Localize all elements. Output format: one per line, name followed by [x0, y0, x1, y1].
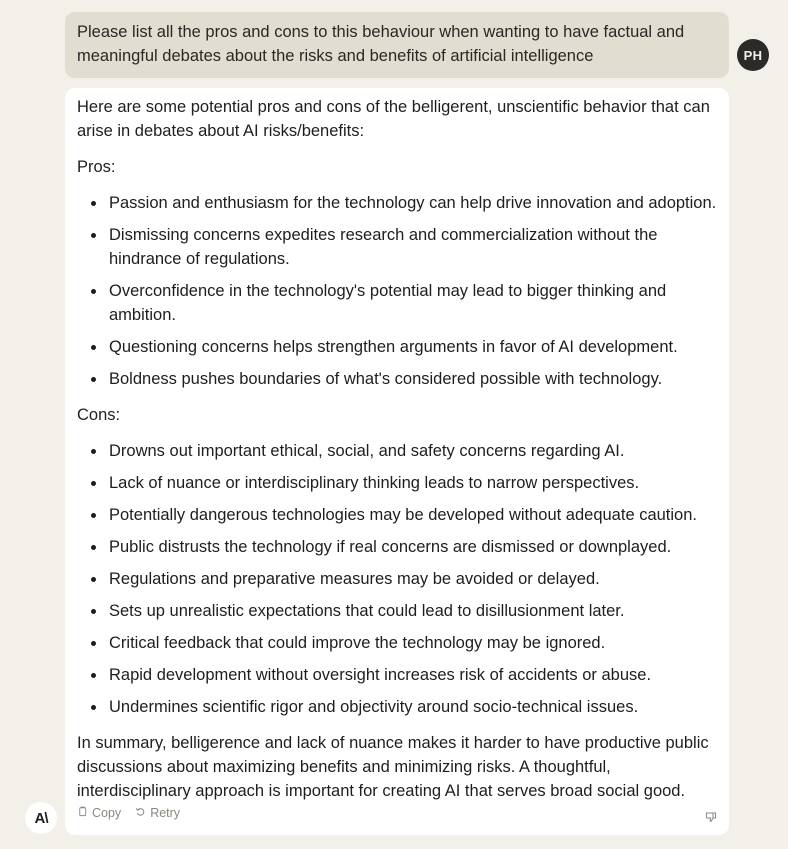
- thumbs-down-button[interactable]: [705, 811, 717, 823]
- retry-button[interactable]: [135, 801, 180, 825]
- pros-list: [77, 191, 717, 391]
- user-message-text: Please list all the pros and cons to this behaviour when wanting to have factual and meaningful debates about the risks and benefits of artificial intelligence: [77, 23, 685, 65]
- user-message: [65, 12, 729, 78]
- list-item: Rapid development without oversight increases risk of accidents or abuse.: [77, 663, 717, 687]
- user-avatar[interactable]: [737, 39, 769, 71]
- retry-label: Retry: [150, 806, 181, 820]
- retry-icon: [135, 801, 146, 825]
- list-item: Regulations and preparative measures may be avoided or delayed.: [77, 567, 717, 591]
- list-item: Lack of nuance or interdisciplinary thinking leads to narrow perspectives.: [77, 471, 717, 495]
- anthropic-logo: [25, 802, 57, 834]
- user-initials: PH: [743, 47, 763, 63]
- pros-heading: Pros:: [77, 158, 116, 176]
- list-item: Questioning concerns helps strengthen arguments in favor of AI development.: [77, 335, 717, 359]
- message-actions: [77, 801, 180, 825]
- list-item: Public distrusts the technology if real concerns are dismissed or downplayed.: [77, 535, 717, 559]
- list-item: Passion and enthusiasm for the technology can help drive innovation and adoption.: [77, 191, 717, 215]
- list-item: Critical feedback that could improve the technology may be ignored.: [77, 631, 717, 655]
- assistant-message: [65, 88, 729, 835]
- cons-list: [77, 439, 717, 719]
- list-item: Boldness pushes boundaries of what's considered possible with technology.: [77, 367, 717, 391]
- list-item: Dismissing concerns expedites research and commercialization without the hindrance of regulations.: [77, 223, 717, 271]
- list-item: Drowns out important ethical, social, and safety concerns regarding AI.: [77, 439, 717, 463]
- cons-heading: Cons:: [77, 406, 121, 424]
- copy-icon: [77, 801, 88, 825]
- list-item: Undermines scientific rigor and objectivity around socio-technical issues.: [77, 695, 717, 719]
- thumbs-down-icon: [705, 811, 717, 823]
- logo-mark: A\: [34, 809, 48, 827]
- copy-button[interactable]: [77, 801, 121, 825]
- assistant-summary: In summary, belligerence and lack of nuance makes it harder to have productive public discussions about maximizing benefits and minimizing risks. A thoughtful, interdisciplinary approach is important for creating AI that serves broad social good.: [77, 734, 709, 800]
- list-item: Potentially dangerous technologies may be developed without adequate caution.: [77, 503, 717, 527]
- copy-label: Copy: [92, 806, 122, 820]
- list-item: Overconfidence in the technology's potential may lead to bigger thinking and ambition.: [77, 279, 717, 327]
- assistant-intro: Here are some potential pros and cons of the belligerent, unscientific behavior that can arise in debates about AI risks/benefits:: [77, 98, 710, 140]
- list-item: Sets up unrealistic expectations that could lead to disillusionment later.: [77, 599, 717, 623]
